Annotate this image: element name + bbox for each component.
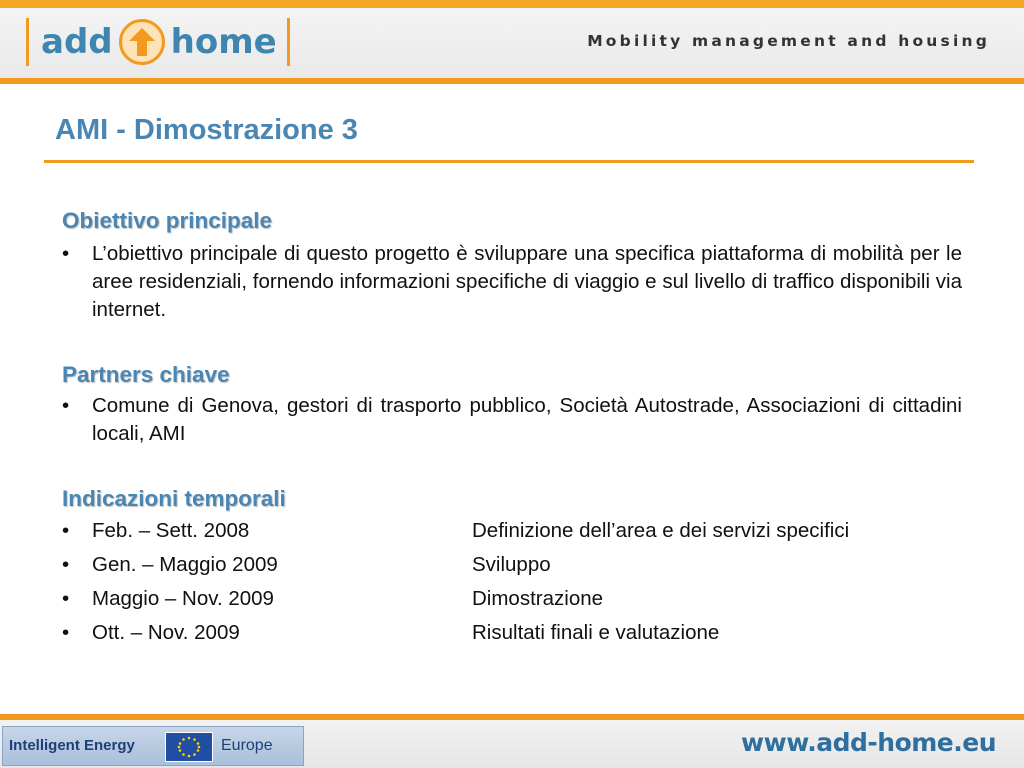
- iee-label: Intelligent Energy: [9, 737, 135, 754]
- timeline-activity: Definizione dell’area e dei servizi specifici: [472, 519, 850, 542]
- timeline-item: [62, 582, 962, 616]
- house-arrow-icon: [119, 19, 165, 65]
- slide-title: AMI - Dimostrazione 3: [55, 114, 358, 146]
- header-tagline: Mobility management and housing: [587, 32, 990, 50]
- timeline-activity: Dimostrazione: [472, 587, 604, 610]
- bullet-item: • L’obiettivo principale di questo progetto è sviluppare una specifica piattaforma di mobilità per le aree residenziali, fornendo informazioni specifiche di viaggio e sul livello di traffico disponibili via internet.: [62, 240, 962, 324]
- logo-bar-left: [26, 18, 29, 66]
- timeline-item: [62, 616, 962, 650]
- section-heading: Partners chiave: [62, 362, 230, 387]
- section-obiettivo: [62, 208, 962, 324]
- add-home-logo: [26, 14, 290, 70]
- logo-word-home: home: [170, 22, 277, 62]
- timeline-period: • Ott. – Nov. 2009: [92, 621, 240, 644]
- timeline-item: [62, 514, 962, 548]
- bullet-list: [62, 240, 962, 324]
- slide-content: [62, 208, 962, 650]
- header-orange-rule: [0, 78, 1024, 84]
- section-heading: Indicazioni temporali: [62, 486, 286, 511]
- section-heading: Obiettivo principale: [62, 208, 273, 233]
- logo-word-add: add: [41, 22, 113, 62]
- timeline-activity: Risultati finali e valutazione: [472, 621, 720, 644]
- section-partners: [62, 362, 962, 448]
- timeline-activity: Sviluppo: [472, 553, 551, 576]
- website-url[interactable]: www.add-home.eu: [741, 728, 996, 757]
- logo-bar-right: [287, 18, 290, 66]
- timeline-list: [62, 514, 962, 650]
- bullet-list: [62, 392, 962, 448]
- timeline-period: • Maggio – Nov. 2009: [92, 587, 274, 610]
- timeline-item: [62, 548, 962, 582]
- timeline-period: • Gen. – Maggio 2009: [92, 553, 278, 576]
- intelligent-energy-europe-logo: [2, 726, 304, 766]
- timeline-period: • Feb. – Sett. 2008: [92, 519, 250, 542]
- header-top-stripe: [0, 0, 1024, 8]
- section-timeline: [62, 486, 962, 650]
- iee-europe-label: Europe: [221, 737, 273, 754]
- eu-flag-icon: [165, 732, 213, 762]
- bullet-item: • Comune di Genova, gestori di trasporto pubblico, Società Autostrade, Associazioni di cittadini locali, AMI: [62, 392, 962, 448]
- title-underline: [44, 160, 974, 163]
